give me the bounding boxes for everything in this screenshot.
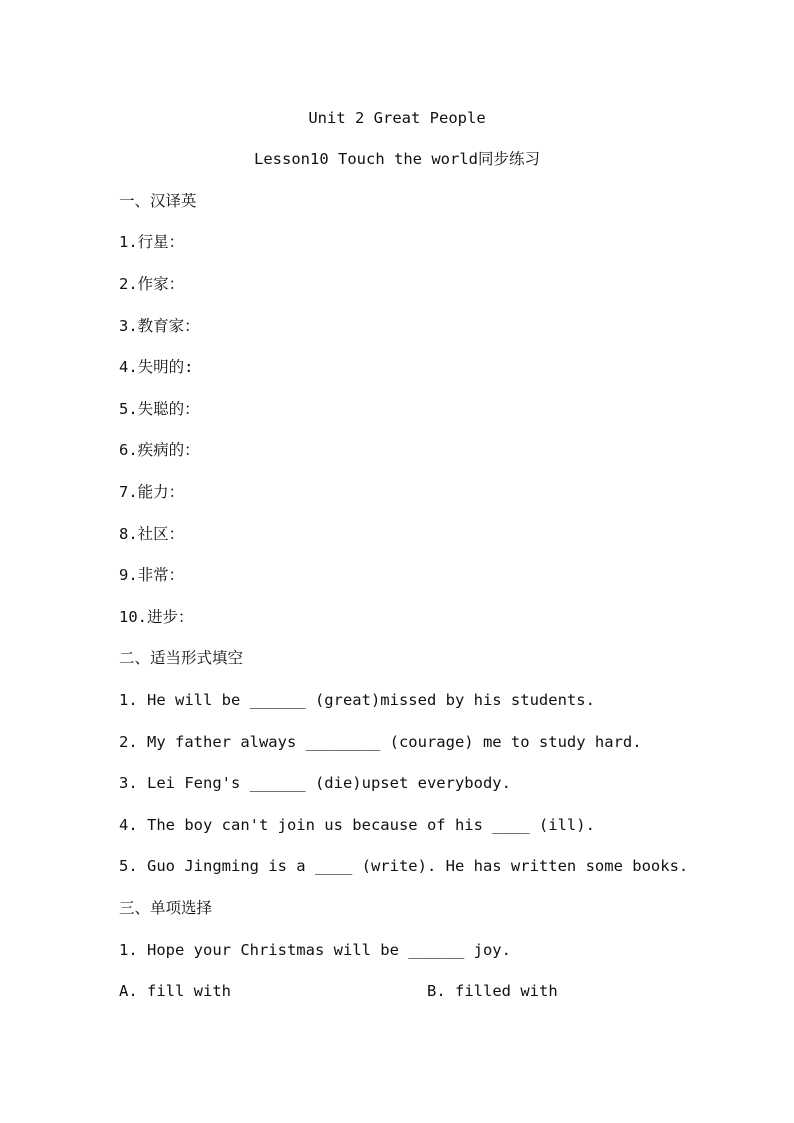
translate-item: 3.教育家： [119, 317, 200, 335]
choice-option-b: B. filled with [427, 982, 558, 1000]
section-heading-fill-in: 二、适当形式填空 [119, 649, 244, 667]
translate-item: 1.行星： [119, 233, 185, 251]
fill-in-item: 5. Guo Jingming is a ____ (write). He has written some books. [119, 857, 689, 875]
translate-item: 2.作家： [119, 275, 185, 293]
fill-in-item: 4. The boy can't join us because of his ____ (ill). [119, 816, 595, 834]
choice-option-a: A. fill with [119, 982, 231, 1000]
translate-item: 4.失明的: [119, 358, 194, 376]
section-heading-translate: 一、汉译英 [119, 192, 197, 210]
section-heading-multiple-choice: 三、单项选择 [119, 899, 213, 917]
translate-item: 9.非常： [119, 566, 185, 584]
translate-item: 8.社区： [119, 525, 185, 543]
fill-in-item: 1. He will be ______ (great)missed by his students. [119, 691, 595, 709]
translate-item: 5.失聪的： [119, 400, 200, 418]
fill-in-item: 3. Lei Feng's ______ (die)upset everybody. [119, 774, 511, 792]
translate-item: 7.能力： [119, 483, 185, 501]
page-subtitle: Lesson10 Touch the world同步练习 [254, 150, 540, 168]
translate-item: 6.疾病的： [119, 441, 200, 459]
fill-in-item: 2. My father always ________ (courage) me to study hard. [119, 733, 642, 751]
choice-question: 1. Hope your Christmas will be ______ joy. [119, 941, 511, 959]
translate-item: 10.进步： [119, 608, 194, 626]
page-title: Unit 2 Great People [308, 109, 486, 127]
